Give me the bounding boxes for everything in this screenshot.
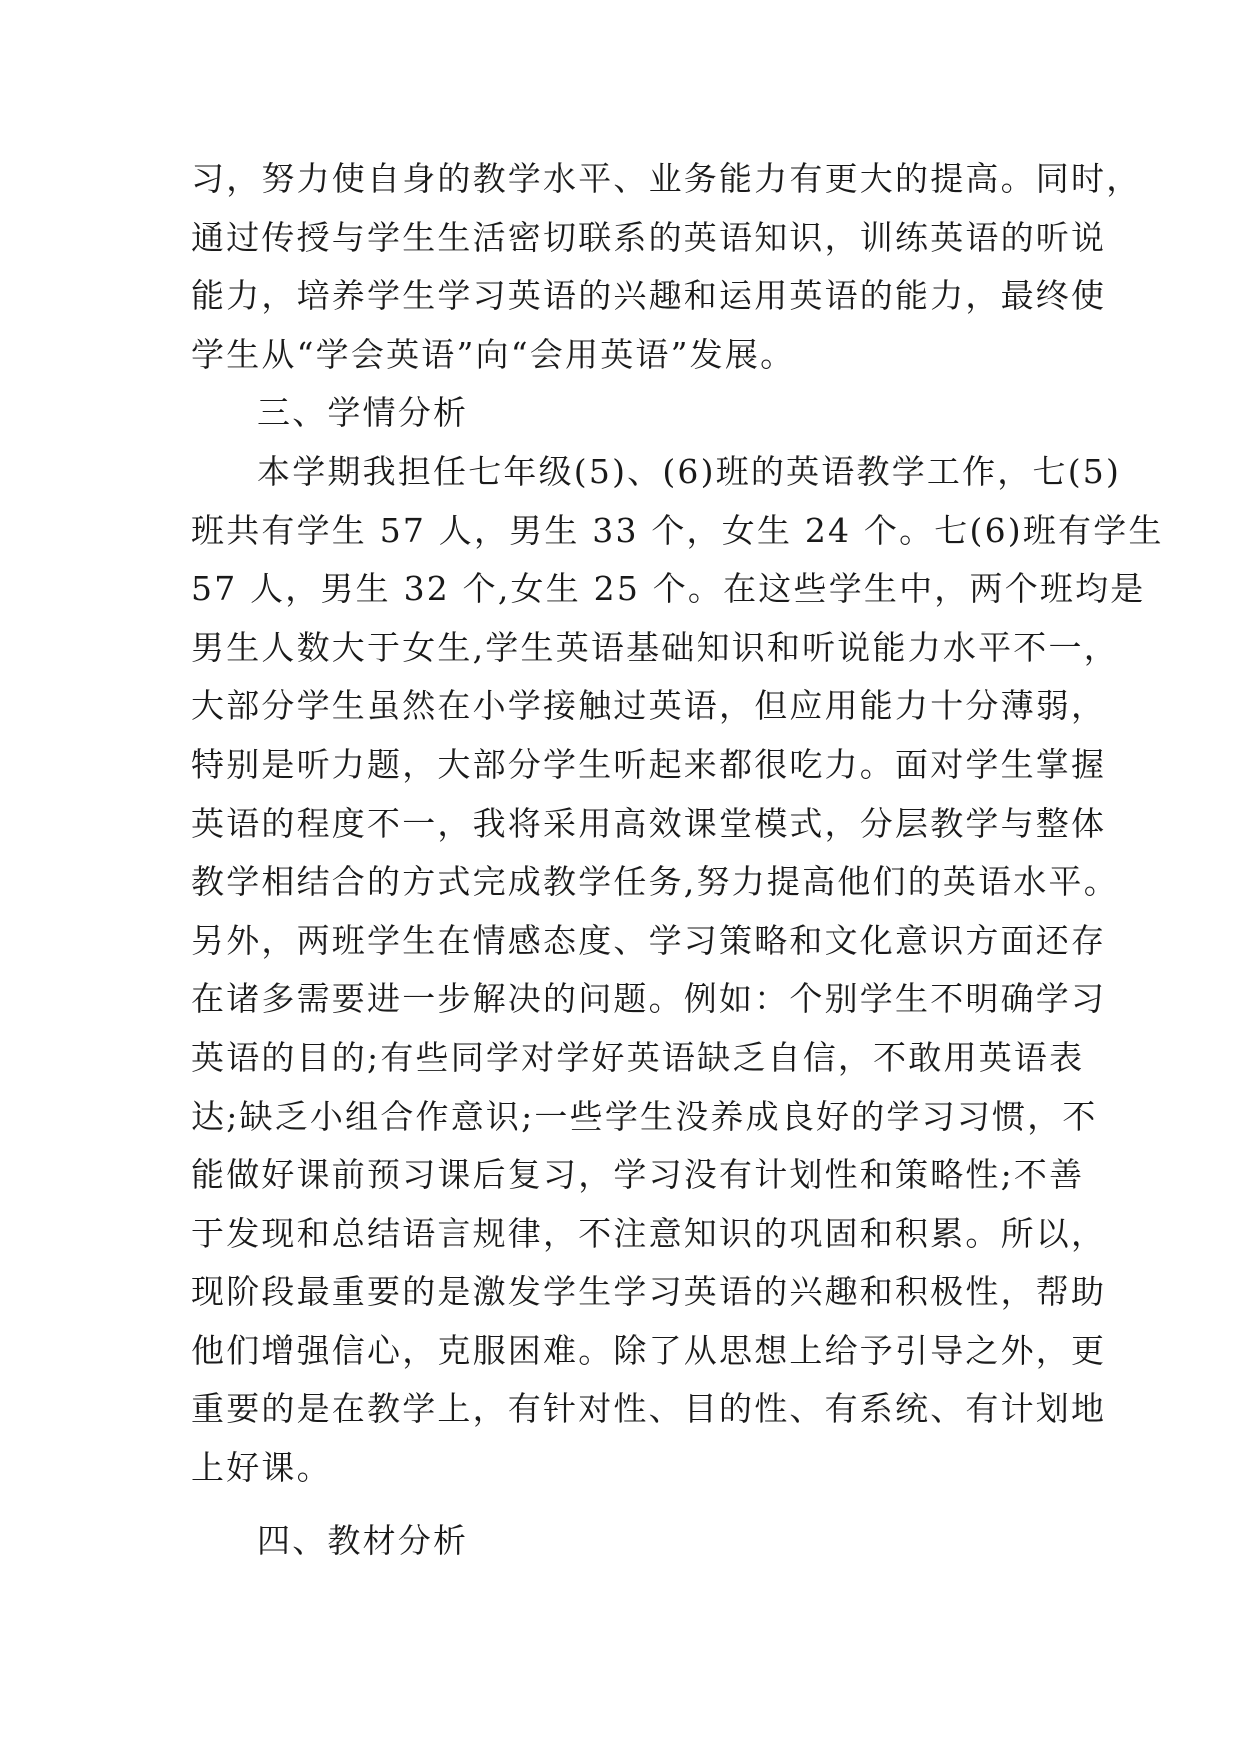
text-line: 英语的目的;有些同学对学好英语缺乏自信，不敢用英语表	[191, 1037, 1085, 1077]
text-line: 英语的程度不一，我将采用高效课堂模式，分层教学与整体	[191, 803, 1107, 843]
text-line: 通过传授与学生生活密切联系的英语知识，训练英语的听说	[191, 217, 1107, 257]
text-line: 学生从“学会英语”向“会用英语”发展。	[191, 334, 796, 374]
text-line: 57 人，男生 32 个,女生 25 个。在这些学生中，两个班均是	[191, 569, 1146, 609]
paragraph-learning-analysis	[191, 443, 1164, 1498]
text-line: 大部分学生虽然在小学接触过英语，但应用能力十分薄弱，	[191, 686, 1107, 726]
text-line: 教学相结合的方式完成教学任务,努力提高他们的英语水平。	[191, 862, 1119, 902]
text-line: 在诸多需要进一步解决的问题。例如：个别学生不明确学习	[191, 979, 1107, 1019]
text-line: 他们增强信心，克服困难。除了从思想上给予引导之外，更	[191, 1330, 1107, 1370]
text-line: 能做好课前预习课后复习，学习没有计划性和策略性;不善	[191, 1155, 1085, 1195]
text-line: 本学期我担任七年级(5)、(6)班的英语教学工作，七(5)	[257, 451, 1122, 491]
text-line: 另外，两班学生在情感态度、学习策略和文化意识方面还存	[191, 920, 1107, 960]
text-line: 达;缺乏小组合作意识;一些学生没养成良好的学习习惯，不	[191, 1096, 1098, 1136]
text-line: 特别是听力题，大部分学生听起来都很吃力。面对学生掌握	[191, 744, 1107, 784]
section-heading-textbook-analysis: 四、教材分析	[257, 1520, 469, 1560]
text-line: 重要的是在教学上，有针对性、目的性、有系统、有计划地	[191, 1389, 1107, 1429]
text-line: 于发现和总结语言规律，不注意知识的巩固和积累。所以，	[191, 1213, 1107, 1253]
text-line: 现阶段最重要的是激发学生学习英语的兴趣和积极性，帮助	[191, 1272, 1107, 1312]
paragraph-continuation	[191, 150, 1142, 384]
document-body	[191, 150, 1164, 1570]
text-line: 上好课。	[191, 1448, 332, 1488]
text-line: 男生人数大于女生,学生英语基础知识和听说能力水平不一，	[191, 627, 1119, 667]
text-line: 习，努力使自身的教学水平、业务能力有更大的提高。同时，	[191, 159, 1142, 198]
section-heading-learning-analysis: 三、学情分析	[257, 393, 469, 433]
text-line: 能力，培养学生学习英语的兴趣和运用英语的能力，最终使	[191, 276, 1107, 316]
text-line: 班共有学生 57 人，男生 33 个，女生 24 个。七(6)班有学生	[191, 510, 1164, 550]
